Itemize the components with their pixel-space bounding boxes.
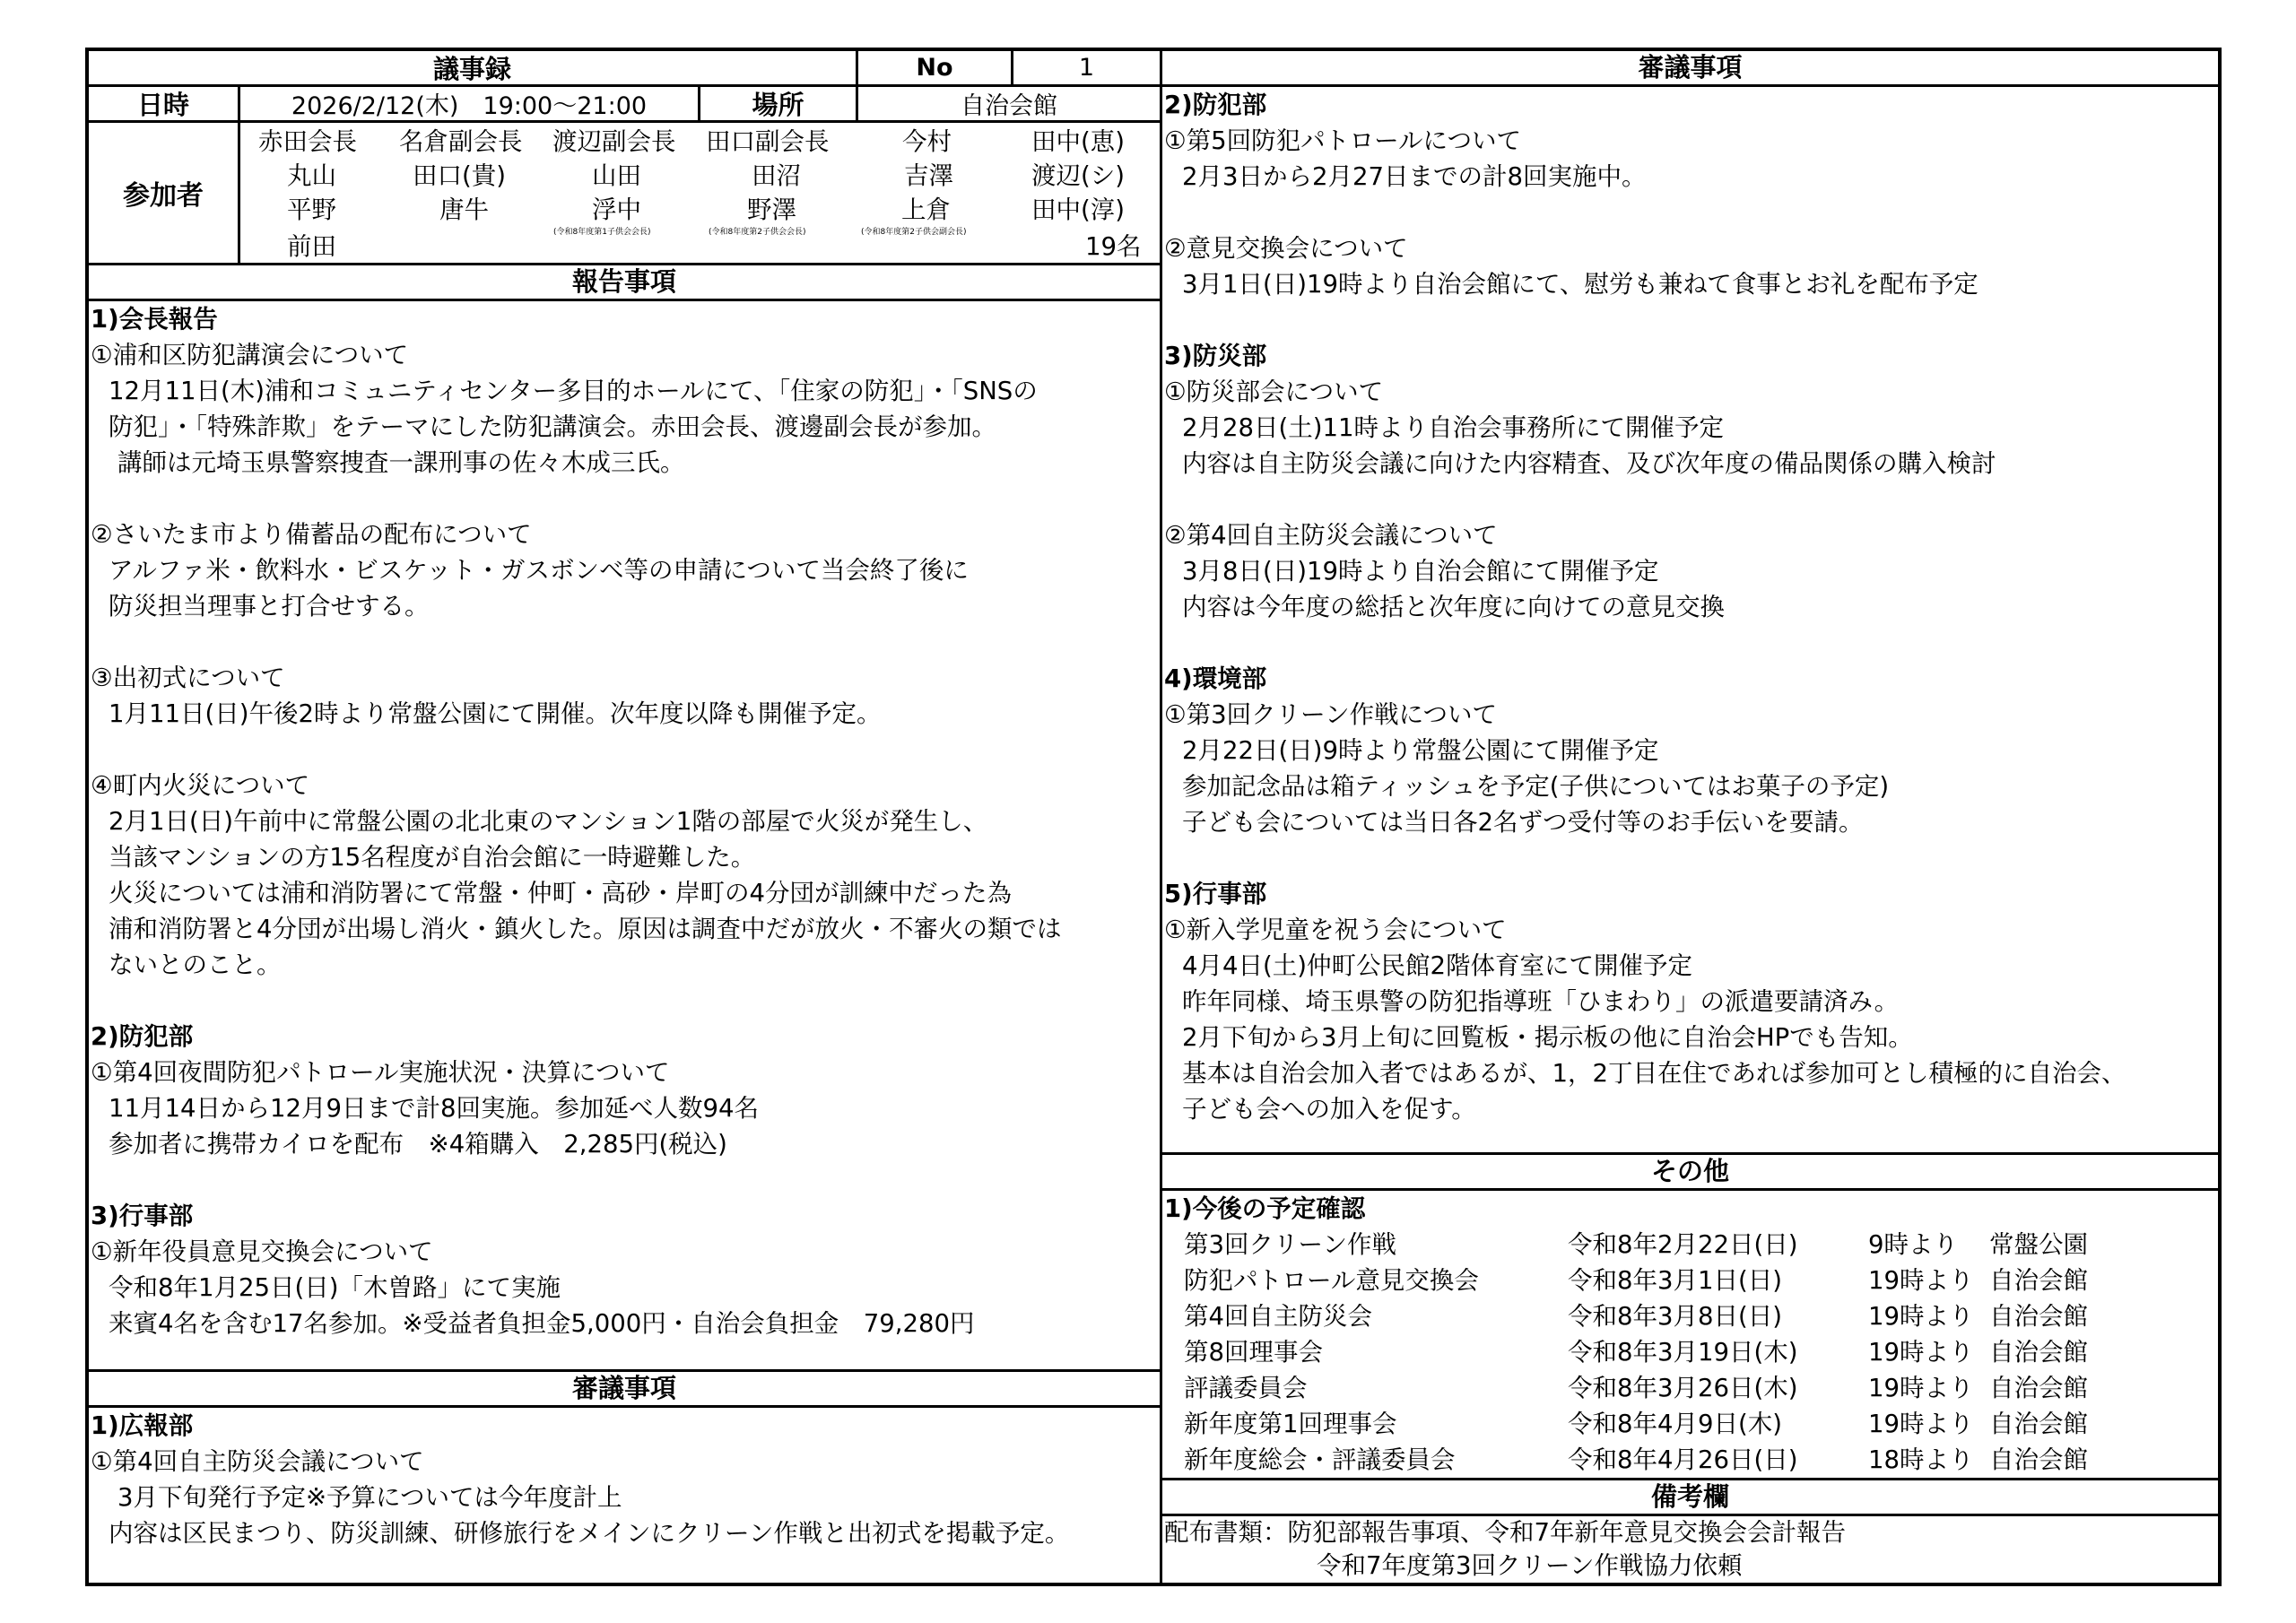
schedule-place: 自治会館 — [1989, 1445, 2088, 1474]
schedule-event: 第3回クリーン作戦 — [1184, 1230, 1396, 1259]
schedule-time: 18時より — [1868, 1445, 1974, 1474]
text-line — [91, 624, 1158, 660]
text-line: ①第4回自主防災会議について — [91, 1447, 424, 1476]
text-line — [91, 732, 1158, 768]
attendee-note: (令和8年度第1子供会会長) — [553, 228, 651, 237]
deliberation-right-body — [1164, 87, 2216, 1127]
text-line: ④町内火災について — [91, 771, 310, 800]
attendee-note: (令和8年度第2子供会副会長) — [861, 228, 967, 237]
schedule-row — [1164, 1298, 2216, 1334]
remarks-body — [1164, 1516, 2216, 1583]
text-line: 火災については浦和消防署にて常盤・仲町・高砂・岸町の4分団が訓練中だった為 — [109, 879, 1012, 907]
text-line — [1164, 840, 2216, 876]
text-line: 2月22日(日)9時より常盤公園にて開催予定 — [1182, 736, 1659, 765]
text-line: 当該マンションの方15名程度が自治会館に一時避難した。 — [109, 843, 756, 872]
text-line: ②さいたま市より備蓄品の配布について — [91, 520, 532, 549]
center-divider — [1160, 48, 1162, 1586]
attendee: 渡辺(シ) — [1031, 161, 1125, 190]
text-line — [91, 481, 1158, 516]
text-line: ①浦和区防犯講演会について — [91, 341, 409, 369]
text-line — [91, 1162, 1158, 1198]
schedule-date: 令和8年2月22日(日) — [1568, 1230, 1798, 1259]
text-line: 3月下旬発行予定※予算については今年度計上 — [117, 1483, 622, 1512]
text-line: 子ども会への加入を促す。 — [1182, 1095, 1476, 1124]
attendee: 赤田会長 — [258, 127, 357, 156]
schedule-event: 新年度総会・評議委員会 — [1184, 1445, 1456, 1474]
attendee: 丸山 — [287, 161, 336, 190]
schedule-place: 自治会館 — [1989, 1410, 2088, 1438]
attendee: 田口(貴) — [413, 161, 506, 190]
section-heading: 1)広報部 — [91, 1411, 194, 1440]
schedule-place: 自治会館 — [1989, 1302, 2088, 1331]
schedule-place: 常盤公園 — [1989, 1230, 2088, 1259]
text-line: 防犯」・「特殊詐欺」をテーマにした防犯講演会。赤田会長、渡邊副会長が参加。 — [109, 412, 996, 441]
attendee: 今村 — [902, 127, 952, 156]
schedule-date: 令和8年4月26日(日) — [1568, 1445, 1798, 1474]
text-line: 2月28日(土)11時より自治会事務所にて開催予定 — [1182, 413, 1724, 442]
text-line: ①新入学児童を祝う会について — [1164, 916, 1507, 944]
schedule-place: 自治会館 — [1989, 1338, 2088, 1367]
schedule-place: 自治会館 — [1989, 1374, 2088, 1402]
text-line: 浦和消防署と4分団が出場し消火・鎮火した。原因は調査中だが放火・不審火の類では — [109, 915, 1062, 943]
text-line: 令和8年1月25日(日)「木曽路」にて実施 — [109, 1273, 561, 1302]
other-section-title: その他 — [1650, 1156, 1729, 1186]
schedule-row — [1164, 1442, 2216, 1478]
text-line: 1月11日(日)午後2時より常盤公園にて開催。次年度以降も開催予定。 — [109, 699, 882, 728]
text-line: 子ども会については当日各2名ずつ受付等のお手伝いを要請。 — [1182, 808, 1864, 837]
text-line: 昨年同様、埼玉県警の防犯指導班「ひまわり」の派遣要請済み。 — [1182, 987, 1900, 1016]
text-line: 基本は自治会加入者ではあるが、1，2丁目在住であれば参加可とし積極的に自治会、 — [1182, 1059, 2126, 1088]
attendee: 浮中 — [592, 195, 641, 224]
schedule-event: 評議委員会 — [1184, 1374, 1308, 1402]
report-section-title: 報告事項 — [571, 266, 676, 297]
text-line: 参加者に携帯カイロを配布 ※4箱購入 2,285円(税込) — [109, 1130, 727, 1159]
text-line — [1164, 195, 2216, 230]
text-line: ないとのこと。 — [109, 950, 282, 979]
place-label: 場所 — [752, 90, 804, 120]
text-line: 2月1日(日)午前中に常盤公園の北北東のマンション1階の部屋で火災が発生し、 — [109, 807, 988, 836]
section-heading: 2)防犯部 — [91, 1022, 194, 1051]
place-value: 自治会館 — [961, 92, 1057, 120]
schedule-event: 新年度第1回理事会 — [1184, 1410, 1397, 1438]
remarks-line: 配布書類：防犯部報告事項、令和7年新年意見交換会会計報告 — [1164, 1518, 1846, 1547]
text-line: 2月下旬から3月上旬に回覧板・掲示板の他に自治会HPでも告知。 — [1182, 1023, 1913, 1052]
schedule-place: 自治会館 — [1989, 1266, 2088, 1295]
deliberation-left-body — [91, 1408, 1158, 1551]
attendee: 唐牛 — [439, 195, 489, 224]
schedule-time: 19時より — [1868, 1410, 1974, 1438]
remarks-title: 備考欄 — [1650, 1481, 1729, 1512]
schedule-time: 19時より — [1868, 1302, 1974, 1331]
attendee-count: 19名 — [1085, 232, 1142, 261]
schedule-date: 令和8年3月1日(日) — [1568, 1266, 1782, 1295]
text-line: 4月4日(土)仲町公民館2階体育室にて開催予定 — [1182, 951, 1692, 980]
text-line: ②意見交換会について — [1164, 234, 1408, 263]
text-line: ①第4回夜間防犯パトロール実施状況・決算について — [91, 1058, 670, 1087]
schedule-time: 19時より — [1868, 1374, 1974, 1402]
no-label: No — [916, 54, 953, 82]
text-line: 内容は自主防災会議に向けた内容精査、及び次年度の備品関係の購入検討 — [1182, 449, 1996, 478]
text-line — [1164, 482, 2216, 517]
schedule-row — [1164, 1263, 2216, 1298]
schedule-row — [1164, 1227, 2216, 1263]
divider — [238, 123, 240, 263]
text-line: 来賓4名を含む17名参加。※受益者負担金5,000円・自治会負担金 79,280円 — [109, 1309, 975, 1338]
attendees-label: 参加者 — [123, 180, 204, 212]
text-line: 12月11日(木)浦和コミュニティセンター多目的ホールにて、「住家の防犯」・「SNSの — [109, 377, 1038, 405]
text-line: ①第5回防犯パトロールについて — [1164, 126, 1521, 155]
schedule-row — [1164, 1370, 2216, 1406]
attendee: 平野 — [287, 195, 336, 224]
text-line: ②第4回自主防災会議について — [1164, 521, 1498, 550]
datetime-label: 日時 — [136, 90, 189, 120]
doc-title: 議事録 — [432, 54, 511, 84]
attendee: 吉澤 — [904, 161, 953, 190]
text-line: ①第3回クリーン作戦について — [1164, 700, 1498, 729]
attendee: 田中(恵) — [1031, 127, 1125, 156]
section-heading: 3)防災部 — [1164, 342, 1267, 370]
schedule-date: 令和8年3月19日(木) — [1568, 1338, 1798, 1367]
schedule-panel — [1164, 1191, 2216, 1478]
schedule-date: 令和8年4月9日(木) — [1568, 1410, 1782, 1438]
remarks-line: 令和7年度第3回クリーン作戦協力依頼 — [1317, 1551, 1743, 1580]
text-line: 参加記念品は箱ティッシュを予定(子供についてはお菓子の予定) — [1182, 772, 1890, 801]
attendee-note: (令和8年度第2子供会会長) — [709, 228, 806, 237]
attendee: 田中(淳) — [1031, 195, 1125, 224]
deliberation-left-title: 審議事項 — [571, 1373, 676, 1403]
schedule-time: 9時より — [1868, 1230, 1958, 1259]
schedule-row — [1164, 1334, 2216, 1370]
section-heading: 1)会長報告 — [91, 305, 218, 334]
text-line: ①防災部会について — [1164, 378, 1384, 406]
schedule-event: 第4回自主防災会 — [1184, 1302, 1372, 1331]
schedule-heading: 1)今後の予定確認 — [1164, 1194, 1366, 1223]
no-value: 1 — [1078, 54, 1095, 82]
attendee: 渡辺副会長 — [552, 127, 676, 156]
schedule-event: 第8回理事会 — [1184, 1338, 1323, 1367]
text-line: 講師は元埼玉県警察捜査一課刑事の佐々木成三氏。 — [117, 448, 685, 477]
schedule-date: 令和8年3月26日(木) — [1568, 1374, 1798, 1402]
section-heading: 2)防犯部 — [1164, 91, 1267, 119]
attendee: 田口副会長 — [706, 127, 830, 156]
attendee: 前田 — [287, 232, 336, 261]
text-line: 内容は今年度の総括と次年度に向けての意見交換 — [1182, 593, 1725, 621]
divider — [89, 120, 1160, 123]
text-line: 3月8日(日)19時より自治会館にて開催予定 — [1182, 557, 1659, 586]
attendee: 田沼 — [752, 161, 801, 190]
schedule-time: 19時より — [1868, 1338, 1974, 1367]
schedule-event: 防犯パトロール意見交換会 — [1184, 1266, 1479, 1295]
text-line: ③出初式について — [91, 664, 285, 692]
attendee: 上倉 — [901, 195, 951, 224]
section-heading: 3)行事部 — [91, 1202, 194, 1230]
attendee: 山田 — [592, 161, 641, 190]
section-heading: 4)環境部 — [1164, 664, 1267, 693]
attendee: 野澤 — [747, 195, 796, 224]
text-line: 防災担当理事と打合せする。 — [109, 592, 430, 621]
text-line — [1164, 302, 2216, 338]
deliberation-right-title: 審議事項 — [1638, 52, 1743, 82]
text-line: 11月14日から12月9日まで計8回実施。参加延べ人数94名 — [109, 1094, 759, 1123]
schedule-row — [1164, 1406, 2216, 1442]
schedule-date: 令和8年3月8日(日) — [1568, 1302, 1782, 1331]
schedule-time: 19時より — [1868, 1266, 1974, 1295]
text-line: 内容は区民まつり、防災訓練、研修旅行をメインにクリーン作戦と出初式を掲載予定。 — [109, 1519, 1070, 1548]
attendee: 名倉副会長 — [399, 127, 523, 156]
datetime-value: 2026/2/12(木) 19:00～21:00 — [291, 92, 648, 120]
text-line: ①新年役員意見交換会について — [91, 1237, 433, 1266]
text-line: アルファ米・飲料水・ビスケット・ガスボンベ等の申請について当会終了後に — [109, 556, 969, 585]
section-heading: 5)行事部 — [1164, 880, 1267, 908]
text-line: 2月3日から2月27日までの計8回実施中。 — [1182, 162, 1647, 191]
schedule-list — [1164, 1227, 2216, 1478]
text-line — [1164, 625, 2216, 661]
text-line — [91, 983, 1158, 1019]
report-body — [91, 301, 1158, 1341]
text-line: 3月1日(日)19時より自治会館にて、慰労も兼ねて食事とお礼を配布予定 — [1182, 270, 1979, 299]
